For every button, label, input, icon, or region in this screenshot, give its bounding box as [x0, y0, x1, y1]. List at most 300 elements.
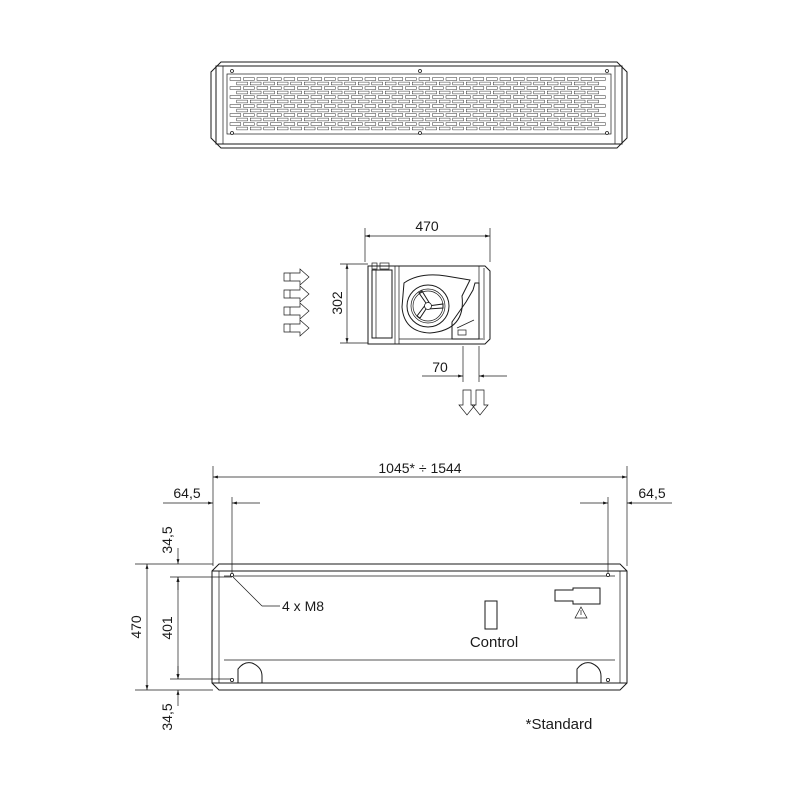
grille-slot — [304, 109, 315, 112]
grille-slot — [311, 78, 322, 81]
grille-slot — [595, 87, 606, 90]
grille-slot — [237, 91, 248, 94]
grille-slot — [264, 127, 275, 130]
grille-slot — [298, 96, 309, 99]
grille-slot — [588, 82, 599, 85]
grille-slot — [453, 82, 464, 85]
grille-slot — [426, 109, 437, 112]
grille-slot — [480, 100, 491, 103]
grille-slot — [385, 91, 396, 94]
grille-slot — [406, 78, 417, 81]
grille-slot — [352, 114, 363, 117]
grille-slot — [547, 127, 558, 130]
grille-slot — [399, 91, 410, 94]
grille-slot — [237, 100, 248, 103]
grille-slot — [568, 87, 579, 90]
dimension-height-label: 302 — [329, 291, 345, 315]
grille-slot — [250, 82, 261, 85]
grille-slot — [568, 114, 579, 117]
grille-slot — [507, 118, 518, 121]
footnote-label: *Standard — [525, 716, 593, 733]
grille-slot — [257, 105, 268, 108]
grille-slot — [412, 82, 423, 85]
grille-slot — [399, 109, 410, 112]
grille-slot — [588, 109, 599, 112]
grille-slot — [426, 91, 437, 94]
grille-slot — [480, 118, 491, 121]
grille-slot — [385, 109, 396, 112]
grille-slot — [345, 118, 356, 121]
grille-slot — [318, 82, 329, 85]
grille-slot — [318, 118, 329, 121]
dimension-top-offset-label: 34,5 — [159, 526, 175, 554]
grille-slot — [338, 78, 349, 81]
dimension-bottom-offset-label: 34,5 — [159, 703, 175, 731]
grille-slot — [480, 127, 491, 130]
grille-slot — [257, 78, 268, 81]
grille-slot — [460, 123, 471, 126]
grille-slot — [500, 87, 511, 90]
grille-slot — [392, 123, 403, 126]
grille-slot — [581, 105, 592, 108]
grille-slot — [527, 87, 538, 90]
grille-slot — [379, 105, 390, 108]
grille-slot — [433, 96, 444, 99]
grille-slot — [588, 118, 599, 121]
grille-slot — [230, 87, 241, 90]
grille-slot — [534, 82, 545, 85]
grille-slot — [466, 109, 477, 112]
grille-slot — [480, 91, 491, 94]
grille-slot — [473, 96, 484, 99]
grille-slot — [466, 82, 477, 85]
grille-slot — [520, 127, 531, 130]
grille-slot — [271, 105, 282, 108]
grille-slot — [412, 127, 423, 130]
fan-icon — [402, 275, 470, 333]
grille-slot — [365, 78, 376, 81]
grille-slot — [493, 100, 504, 103]
fixing-leader-line — [233, 577, 262, 606]
grille-slot — [291, 91, 302, 94]
fixing-hole — [230, 678, 233, 681]
grille-slot — [541, 105, 552, 108]
grille-slot — [439, 100, 450, 103]
inlet-air-arrows-icon — [284, 269, 309, 336]
grille-slot — [372, 82, 383, 85]
grille-slot — [446, 123, 457, 126]
grille-slot — [230, 105, 241, 108]
grille-slot — [453, 100, 464, 103]
grille-slot — [311, 114, 322, 117]
grille-slot — [500, 78, 511, 81]
grille-slot — [547, 118, 558, 121]
grille-slot — [399, 127, 410, 130]
dimension-length-label: 1045* ÷ 1544 — [378, 460, 462, 476]
grille-slot — [264, 100, 275, 103]
grille-slot — [392, 114, 403, 117]
dimension-inner-height-label: 401 — [159, 616, 175, 640]
grille-slot — [547, 109, 558, 112]
grille-slot — [574, 109, 585, 112]
grille-slot — [574, 100, 585, 103]
grille-slot — [385, 100, 396, 103]
grille-slot — [527, 123, 538, 126]
grille-slot — [487, 105, 498, 108]
grille-slot — [426, 127, 437, 130]
grille-slot — [358, 118, 369, 121]
grille-slot — [358, 109, 369, 112]
grille-slot — [541, 87, 552, 90]
grille-slot — [480, 82, 491, 85]
grille-slot — [460, 87, 471, 90]
grille-slot — [433, 114, 444, 117]
grille-slot — [493, 127, 504, 130]
grille-slot — [527, 78, 538, 81]
grille-slot — [568, 105, 579, 108]
grille-slot — [561, 118, 572, 121]
grille-slot — [392, 96, 403, 99]
grille-slot — [520, 100, 531, 103]
grille-slot — [500, 105, 511, 108]
grille-slot — [507, 127, 518, 130]
grille-slot — [385, 118, 396, 121]
grille-slot — [372, 118, 383, 121]
grille-slot — [264, 91, 275, 94]
grille-slot — [325, 105, 336, 108]
grille-slot — [338, 123, 349, 126]
grille-slot — [554, 87, 565, 90]
fixing-hole — [606, 678, 609, 681]
grille-slot — [446, 114, 457, 117]
grille-slot — [271, 78, 282, 81]
grille-slot — [412, 109, 423, 112]
grille-slot — [426, 82, 437, 85]
grille-slot — [244, 114, 255, 117]
grille-slot — [561, 127, 572, 130]
grille-slot — [561, 82, 572, 85]
grille-slot — [581, 123, 592, 126]
grille-slot — [257, 123, 268, 126]
grille-slot — [595, 114, 606, 117]
grille-slot — [473, 114, 484, 117]
grille-slot — [338, 96, 349, 99]
grille-slot — [365, 114, 376, 117]
grille-slot — [439, 118, 450, 121]
grille-slot — [352, 105, 363, 108]
grille-slot — [277, 127, 288, 130]
grille-slot — [574, 118, 585, 121]
grille-slot — [595, 105, 606, 108]
grille-slot — [264, 109, 275, 112]
grille-slot — [433, 87, 444, 90]
grille-slot — [500, 96, 511, 99]
grille-slots — [230, 78, 605, 130]
grille-slot — [230, 96, 241, 99]
grille-slot — [473, 78, 484, 81]
grille-slot — [581, 78, 592, 81]
grille-slot — [331, 82, 342, 85]
grille-slot — [298, 87, 309, 90]
grille-slot — [480, 109, 491, 112]
grille-slot — [230, 123, 241, 126]
grille-slot — [318, 109, 329, 112]
grille-slot — [493, 118, 504, 121]
grille-slot — [534, 127, 545, 130]
grille-slot — [264, 82, 275, 85]
grille-slot — [325, 78, 336, 81]
dimension-outlet-label: 70 — [432, 359, 448, 375]
grille-slot — [257, 114, 268, 117]
grille-slot — [237, 82, 248, 85]
grille-slot — [507, 91, 518, 94]
grille-slot — [284, 87, 295, 90]
grille-slot — [244, 96, 255, 99]
grille-slot — [534, 91, 545, 94]
fixing-hole — [230, 573, 233, 576]
grille-slot — [284, 123, 295, 126]
grille-slot — [460, 96, 471, 99]
grille-slot — [379, 96, 390, 99]
grille-slot — [541, 96, 552, 99]
outlet-duct — [452, 283, 479, 339]
grille-slot — [426, 100, 437, 103]
grille-slot — [439, 91, 450, 94]
foot-left — [238, 663, 262, 683]
grille-slot — [372, 127, 383, 130]
grille-slot — [399, 82, 410, 85]
grille-slot — [493, 109, 504, 112]
grille-slot — [419, 87, 430, 90]
grille-slot — [473, 87, 484, 90]
grille-slot — [277, 118, 288, 121]
grille-slot — [507, 100, 518, 103]
control-label: Control — [469, 634, 519, 651]
grille-slot — [358, 100, 369, 103]
grille-slot — [331, 109, 342, 112]
grille-slot — [419, 96, 430, 99]
grille-slot — [345, 82, 356, 85]
grille-slot — [406, 96, 417, 99]
grille-slot — [358, 82, 369, 85]
grille-slot — [318, 127, 329, 130]
grille-slot — [527, 114, 538, 117]
grille-slot — [304, 82, 315, 85]
grille-slot — [244, 123, 255, 126]
grille-slot — [568, 123, 579, 126]
dimension-right-offset-label: 64,5 — [638, 485, 666, 501]
grille-slot — [595, 78, 606, 81]
grille-slot — [250, 91, 261, 94]
grille-slot — [406, 105, 417, 108]
grille-slot — [568, 96, 579, 99]
grille-slot — [372, 91, 383, 94]
grille-slot — [581, 87, 592, 90]
grille-slot — [311, 123, 322, 126]
grille-slot — [514, 123, 525, 126]
grille-slot — [291, 127, 302, 130]
grille-slot — [379, 123, 390, 126]
grille-slot — [595, 123, 606, 126]
grille-slot — [304, 118, 315, 121]
grille-slot — [345, 127, 356, 130]
grille-slot — [406, 114, 417, 117]
grille-slot — [406, 123, 417, 126]
grille-slot — [588, 91, 599, 94]
grille-slot — [318, 100, 329, 103]
front-view — [128, 460, 672, 731]
grille-slot — [284, 96, 295, 99]
filter-section — [372, 270, 392, 338]
grille-slot — [568, 78, 579, 81]
grille-slot — [277, 82, 288, 85]
grille-slot — [304, 127, 315, 130]
grille-slot — [419, 105, 430, 108]
grille-slot — [277, 91, 288, 94]
grille-slot — [365, 105, 376, 108]
grille-slot — [264, 118, 275, 121]
grille-slot — [554, 96, 565, 99]
grille-slot — [399, 100, 410, 103]
grille-slot — [412, 118, 423, 121]
grille-slot — [358, 91, 369, 94]
dimension-width-label: 470 — [415, 218, 439, 234]
grille-slot — [581, 114, 592, 117]
grille-slot — [338, 114, 349, 117]
grille-slot — [237, 109, 248, 112]
grille-slot — [547, 100, 558, 103]
grille-slot — [230, 114, 241, 117]
grille-slot — [574, 82, 585, 85]
grille-slot — [291, 118, 302, 121]
grille-slot — [352, 78, 363, 81]
grille-slot — [453, 109, 464, 112]
grille-slot — [514, 87, 525, 90]
grille-slot — [237, 118, 248, 121]
grille-slot — [277, 109, 288, 112]
grille-slot — [534, 109, 545, 112]
grille-slot — [439, 109, 450, 112]
grille-slot — [433, 123, 444, 126]
grille-slot — [298, 123, 309, 126]
grille-slot — [230, 78, 241, 81]
grille-slot — [291, 82, 302, 85]
grille-slot — [311, 87, 322, 90]
grille-slot — [331, 100, 342, 103]
grille-slot — [331, 118, 342, 121]
grille-slot — [534, 100, 545, 103]
grille-slot — [541, 123, 552, 126]
fixing-label: 4 x M8 — [282, 598, 325, 614]
grille-slot — [561, 100, 572, 103]
grille-slot — [487, 78, 498, 81]
dimension-total-height-label: 470 — [128, 615, 144, 639]
grille-slot — [574, 127, 585, 130]
grille-slot — [257, 87, 268, 90]
grille-slot — [271, 114, 282, 117]
grille-slot — [345, 109, 356, 112]
grille-slot — [372, 100, 383, 103]
grille-slot — [237, 127, 248, 130]
grille-slot — [298, 114, 309, 117]
grille-slot — [291, 109, 302, 112]
grille-slot — [595, 96, 606, 99]
grille-slot — [318, 91, 329, 94]
grille-slot — [325, 87, 336, 90]
grille-slot — [365, 123, 376, 126]
grille-slot — [345, 91, 356, 94]
grille-slot — [460, 114, 471, 117]
grille-slot — [365, 87, 376, 90]
grille-slot — [541, 114, 552, 117]
grille-slot — [514, 114, 525, 117]
grille-slot — [277, 100, 288, 103]
grille-slot — [412, 100, 423, 103]
grille-slot — [325, 114, 336, 117]
grille-slot — [588, 127, 599, 130]
front-view-casing — [212, 564, 627, 690]
grille-slot — [487, 87, 498, 90]
grille-slot — [453, 91, 464, 94]
grille-slot — [466, 100, 477, 103]
grille-slot — [291, 100, 302, 103]
grille-slot — [399, 118, 410, 121]
grille-slot — [331, 91, 342, 94]
grille-slot — [507, 82, 518, 85]
grille-slot — [446, 105, 457, 108]
grille-slot — [527, 105, 538, 108]
grille-slot — [284, 78, 295, 81]
grille-slot — [304, 100, 315, 103]
grille-slot — [271, 96, 282, 99]
fixing-hole — [606, 573, 609, 576]
grille-slot — [338, 87, 349, 90]
grille-slot — [419, 114, 430, 117]
grille-slot — [554, 123, 565, 126]
grille-slot — [547, 91, 558, 94]
grille-slot — [250, 127, 261, 130]
grille-slot — [298, 78, 309, 81]
side-view — [284, 218, 507, 415]
grille-slot — [439, 82, 450, 85]
grille-slot — [250, 100, 261, 103]
grille-slot — [487, 123, 498, 126]
top-view — [211, 62, 627, 148]
grille-slot — [379, 78, 390, 81]
grille-slot — [446, 87, 457, 90]
grille-slot — [392, 105, 403, 108]
grille-slot — [554, 105, 565, 108]
grille-slot — [257, 96, 268, 99]
grille-slot — [352, 87, 363, 90]
electrical-connector — [555, 588, 600, 604]
grille-slot — [352, 96, 363, 99]
grille-slot — [466, 91, 477, 94]
grille-slot — [244, 105, 255, 108]
grille-slot — [527, 96, 538, 99]
grille-slot — [439, 127, 450, 130]
grille-slot — [284, 105, 295, 108]
grille-slot — [500, 123, 511, 126]
grille-slot — [460, 105, 471, 108]
grille-slot — [271, 123, 282, 126]
grille-slot — [325, 123, 336, 126]
grille-slot — [466, 118, 477, 121]
grille-slot — [311, 96, 322, 99]
dimension-left-offset-label: 64,5 — [173, 485, 201, 501]
grille-slot — [460, 78, 471, 81]
grille-slot — [352, 123, 363, 126]
